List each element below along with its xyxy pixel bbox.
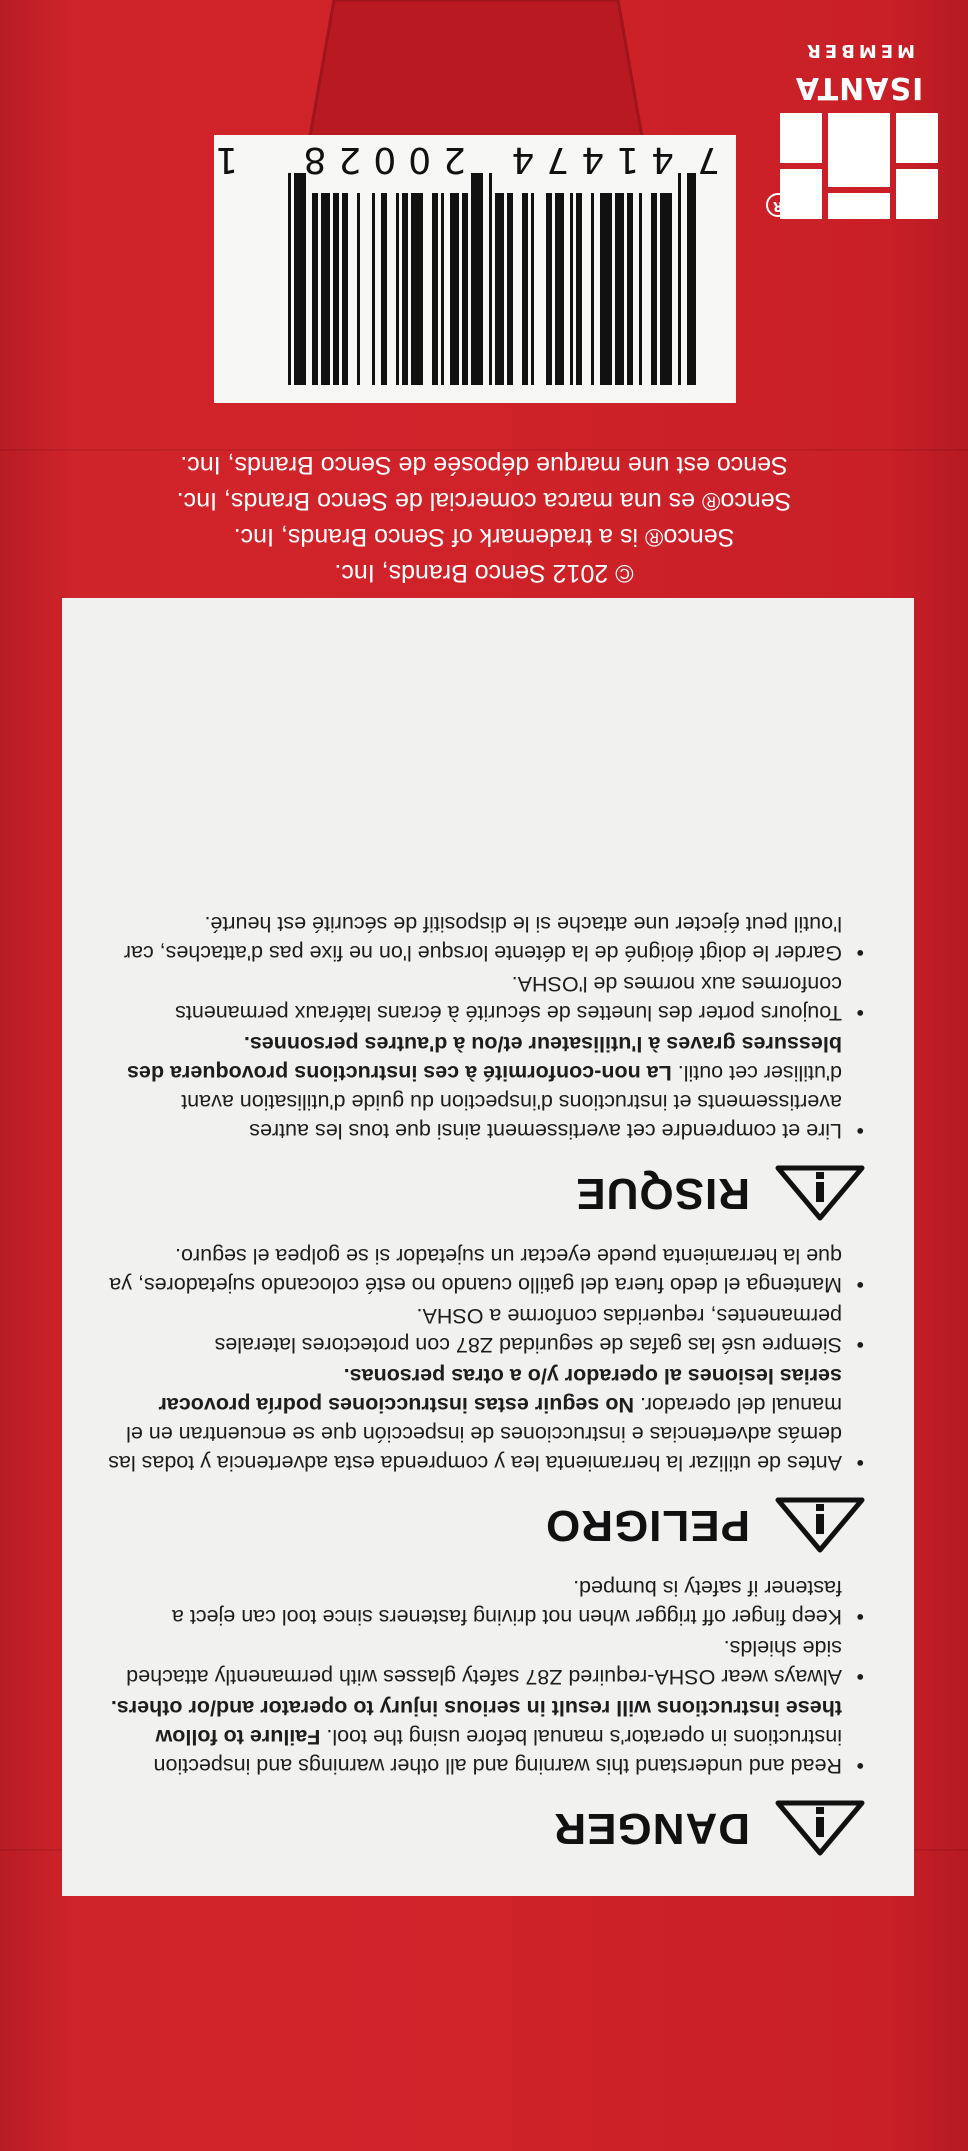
warning-item-text: Keep finger off trigger when not driving fasteners since tool can eject a fastener if safety is bumped. bbox=[171, 1576, 842, 1629]
warning-item bbox=[102, 969, 866, 1027]
danger-header bbox=[102, 1798, 866, 1858]
copyright-line: © 2012 Senco Brands, Inc. bbox=[334, 559, 634, 587]
barcode-bar bbox=[600, 193, 612, 385]
barcode-bar bbox=[441, 193, 444, 385]
safety-warning-panel bbox=[62, 598, 914, 1896]
danger-heading: DANGER bbox=[553, 1804, 750, 1853]
barcode-bars bbox=[214, 173, 736, 403]
warning-item bbox=[102, 1633, 866, 1691]
barcode-digit-check: 1 bbox=[215, 139, 238, 180]
barcode-bar bbox=[615, 193, 624, 385]
barcode-bar bbox=[321, 193, 330, 385]
isanta-logo-block bbox=[896, 113, 938, 163]
barcode-bar bbox=[411, 193, 423, 385]
warning-item bbox=[102, 1241, 866, 1299]
barcode-bar bbox=[333, 193, 339, 385]
danger-list bbox=[102, 1573, 866, 1780]
barcode-bar bbox=[639, 193, 642, 385]
isanta-logo-block bbox=[896, 169, 938, 219]
trademark-line-english: Senco® is a trademark of Senco Brands, Inc. bbox=[233, 523, 735, 551]
warning-item-text: Lire et comprendre cet avertissement ainsi que tous les autres avertissements et instructions d'inspection du guide d'utilisation avant d'utiliser cet outil. bbox=[181, 1061, 842, 1143]
barcode-bar bbox=[288, 173, 291, 385]
warning-item-bold-text: La non-conformité à ces instructions provoquera des blessures graves à l'utilisateur et/ou à d'autres personnes. bbox=[127, 1032, 842, 1085]
barcode-bar bbox=[396, 193, 399, 385]
barcode-bar bbox=[372, 193, 375, 385]
warning-item bbox=[102, 1301, 866, 1359]
registered-mark: R bbox=[766, 193, 790, 217]
barcode-bar bbox=[660, 193, 672, 385]
barcode-bar bbox=[651, 193, 657, 385]
warning-item-text: Mantenga el dedo fuera del gatillo cuando no esté colocando sujetadores, ya que la herramienta puede eyectar un sujetador si se golpea el seguro. bbox=[109, 1244, 842, 1297]
barcode-bar bbox=[357, 193, 360, 385]
risque-list bbox=[102, 909, 866, 1145]
isanta-member-logo bbox=[774, 27, 944, 227]
warning-item-text: Read and understand this warning and all other warnings and inspection instructions in operator's manual before using the tool. bbox=[153, 1725, 842, 1778]
warning-item bbox=[102, 1573, 866, 1631]
trademark-line-french: Senco est une marque déposée de Senco Brands, Inc. bbox=[180, 451, 788, 479]
risque-heading: RISQUE bbox=[575, 1169, 750, 1218]
barcode-bar bbox=[462, 193, 468, 385]
warning-item-bold-text: Failure to follow these instructions will result in serious injury to operator and/or others. bbox=[110, 1696, 842, 1749]
isanta-member-label: MEMBER bbox=[803, 40, 915, 61]
warning-item-text: Antes de utilizar la herramienta lea y comprenda esta advertencia y todas las demás advertencias e instrucciones de inspección que se encuentran en el manual del operador. bbox=[108, 1393, 842, 1475]
barcode-bar bbox=[381, 193, 387, 385]
warning-item-text: Siempre usé las gafas de seguridad Z87 con protectores laterales permanentes, requeridas conforme a OSHA. bbox=[214, 1304, 842, 1357]
upc-barcode bbox=[214, 135, 736, 403]
peligro-list bbox=[102, 1241, 866, 1477]
peligro-heading: PELIGRO bbox=[544, 1501, 750, 1550]
barcode-bar bbox=[450, 193, 459, 385]
trademark-line-spanish: Senco® es una marca comercial de Senco Brands, Inc. bbox=[176, 487, 792, 515]
warning-item bbox=[102, 1693, 866, 1780]
barcode-bar bbox=[555, 193, 564, 385]
barcode-digit-first: 7 bbox=[697, 139, 720, 180]
warning-item bbox=[102, 909, 866, 967]
barcode-bar bbox=[342, 193, 348, 385]
barcode-digits-left: 41474 bbox=[499, 139, 674, 180]
barcode-bar bbox=[546, 193, 552, 385]
barcode-bar bbox=[471, 173, 483, 385]
barcode-bar bbox=[687, 173, 696, 385]
barcode-bar bbox=[402, 193, 408, 385]
barcode-bar bbox=[489, 173, 492, 385]
warning-triangle-icon bbox=[774, 1799, 866, 1857]
barcode-bar bbox=[591, 193, 594, 385]
barcode-bar bbox=[432, 193, 438, 385]
barcode-bar bbox=[294, 173, 306, 385]
warning-item bbox=[102, 1029, 866, 1145]
warning-item-text: Toujours porter des lunettes de sécurité à écrans latéraux permanents conformes aux normes de l'OSHA. bbox=[175, 972, 842, 1025]
isanta-logo-block bbox=[780, 113, 822, 163]
barcode-bar bbox=[570, 193, 573, 385]
barcode-bar bbox=[495, 193, 504, 385]
barcode-bar bbox=[522, 193, 528, 385]
peligro-header bbox=[102, 1495, 866, 1555]
warning-triangle-icon bbox=[774, 1164, 866, 1222]
warning-triangle-icon bbox=[774, 1496, 866, 1554]
isanta-logo-block bbox=[828, 193, 890, 219]
barcode-bar bbox=[678, 173, 681, 385]
barcode-bar bbox=[576, 193, 582, 385]
isanta-wordmark: ISANTA bbox=[794, 70, 924, 105]
barcode-digits-right: 20028 bbox=[291, 139, 466, 180]
warning-item-text: Garder le doigt éloigné de la détente lorsque l'on ne fixe pas d'attaches, car l'outil peut éjecter une attache si le dispositif de sécurité est heurté. bbox=[123, 912, 842, 965]
barcode-bar bbox=[627, 193, 633, 385]
barcode-bar bbox=[312, 193, 318, 385]
barcode-bar bbox=[531, 193, 534, 385]
barcode-bar bbox=[507, 193, 513, 385]
warning-item-bold-text: No seguir estas instrucciones podría provocar serias lesiones al operador y/o a otras personas. bbox=[158, 1364, 842, 1417]
warning-item-text: Always wear OSHA-required Z87 safety glasses with permanently attached side shields. bbox=[126, 1636, 842, 1689]
risque-header bbox=[102, 1163, 866, 1223]
isanta-logo-block bbox=[828, 113, 890, 187]
warning-item bbox=[102, 1361, 866, 1477]
trademark-notice bbox=[0, 447, 968, 591]
